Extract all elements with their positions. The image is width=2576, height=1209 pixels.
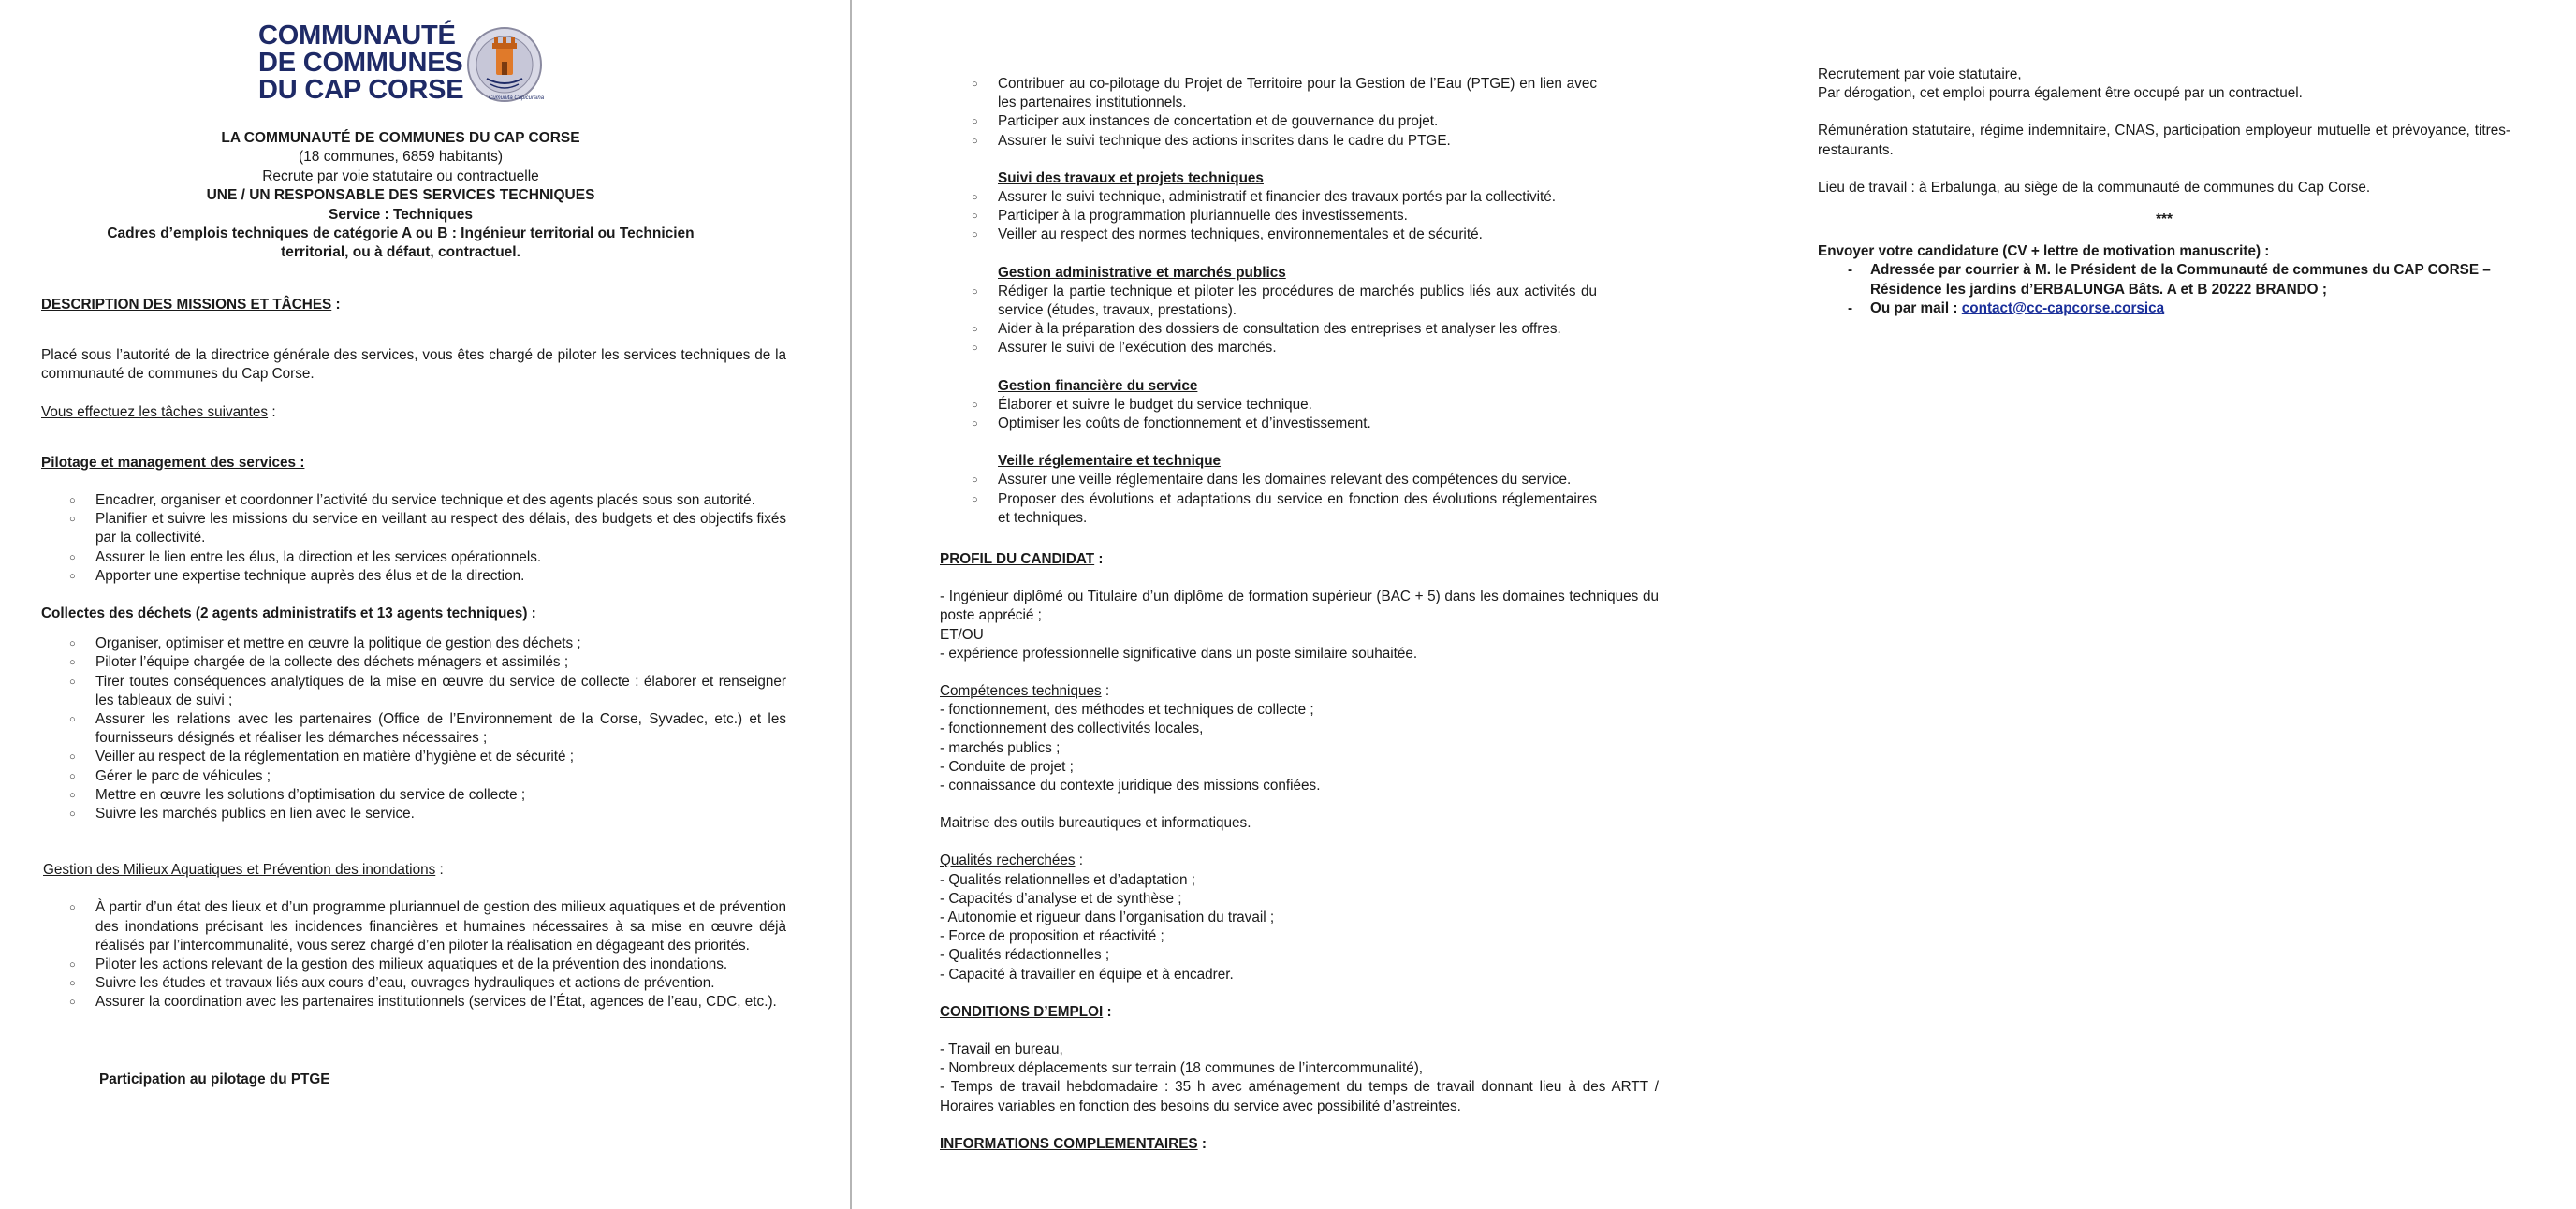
logo-text	[258, 22, 463, 104]
list-item: ○ Participer aux instances de concertation et de gouvernance du projet.	[972, 112, 1597, 131]
competences-heading: Compétences techniques :	[940, 683, 1110, 700]
qualite-item: - Qualités rédactionnelles ;	[940, 947, 1110, 964]
missions-block	[41, 296, 786, 1089]
envoyer-line: Envoyer votre candidature (CV + lettre de motivation manuscrite) :	[1818, 243, 2270, 260]
recrutement-line-2: Par dérogation, cet emploi pourra également être occupé par un contractuel.	[1818, 85, 2303, 102]
competence-item: - fonctionnement, des méthodes et techniques de collecte ;	[940, 702, 1314, 719]
intro-paragraph: Placé sous l’autorité de la directrice générale des services, vous êtes chargé de piloter les services techniques de la communauté de communes du Cap Corse.	[41, 347, 786, 383]
dechets-list	[41, 634, 786, 823]
mail-label: Ou par mail :	[1870, 299, 1962, 316]
logo-line-3: DU CAP CORSE	[258, 75, 464, 105]
list-item: ○ Assurer la coordination avec les partenaires institutionnels (services de l’État, agences de l’eau, CDC, etc.).	[41, 993, 786, 1012]
list-item: ○ Assurer une veille réglementaire dans les domaines relevant des compétences du service.	[972, 471, 1597, 489]
page-2	[852, 0, 1713, 1209]
cadres-line-1: Cadres d’emplois techniques de catégorie A ou B : Ingénieur territorial ou Technicien	[107, 226, 695, 242]
profil-line-1: - Ingénieur diplômé ou Titulaire d’un diplôme de formation supérieur (BAC + 5) dans les domaines techniques du poste apprécié ;	[940, 589, 1659, 624]
section-travaux-heading: Suivi des travaux et projets techniques	[998, 169, 1264, 186]
list-item: ○ Assurer le suivi de l’exécution des marchés.	[972, 339, 1597, 357]
condition-item: - Travail en bureau,	[940, 1041, 1063, 1058]
recruit-line: Recrute par voie statutaire ou contractuelle	[262, 168, 539, 184]
section-ptge-heading: Participation au pilotage du PTGE	[99, 1071, 330, 1087]
document-header	[56, 129, 745, 263]
col3-content	[1818, 66, 2510, 318]
candidature-list	[1818, 261, 2510, 318]
list-item: ○ Participer à la programmation pluriannuelle des investissements.	[972, 207, 1597, 226]
logo	[258, 22, 558, 112]
list-item: ○ Encadrer, organiser et coordonner l’activité du service technique et des agents placés sous son autorité.	[41, 491, 786, 510]
section-pilotage-heading: Pilotage et management des services :	[41, 454, 305, 471]
list-item: ○ Gérer le parc de véhicules ;	[41, 767, 786, 786]
seal-text: Cumunità Capicursina	[489, 95, 545, 101]
profil-heading: PROFIL DU CANDIDAT :	[940, 551, 1104, 567]
ptge-list	[972, 75, 1597, 151]
courrier-item: - Adressée par courrier à M. le Président de la Communauté de communes du CAP CORSE – Résidence les jardins d’ERBALUNGA Bâts. A et B 20222 BRANDO ;	[1818, 261, 2510, 299]
pilotage-list	[41, 491, 786, 586]
travaux-list	[972, 188, 1597, 245]
list-item: ○ Tirer toutes conséquences analytiques de la mise en œuvre du service de collecte : élaborer et renseigner les tableaux de suivi ;	[41, 673, 786, 710]
conditions-heading: CONDITIONS D’EMPLOI :	[940, 1003, 1112, 1020]
qualites-heading: Qualités recherchées :	[940, 852, 1084, 869]
position-title: UNE / UN RESPONSABLE DES SERVICES TECHNIQUES	[206, 187, 595, 204]
profil-or: ET/OU	[940, 626, 984, 643]
list-item: ○ Planifier et suivre les missions du service en veillant au respect des délais, des budgets et des objectifs fixés par la collectivité.	[41, 510, 786, 547]
cadres-line-2: territorial, ou à défaut, contractuel.	[281, 244, 520, 261]
list-item: ○ Aider à la préparation des dossiers de consultation des entreprises et analyser les offres.	[972, 320, 1597, 339]
list-item: ○ Optimiser les coûts de fonctionnement et d’investissement.	[972, 415, 1597, 433]
tasks-label: Vous effectuez les tâches suivantes :	[41, 403, 276, 420]
list-item: ○ Assurer le suivi technique, administratif et financier des travaux portés par la collectivité.	[972, 188, 1597, 207]
list-item: ○ Apporter une expertise technique auprès des élus et de la direction.	[41, 567, 786, 586]
list-item: ○ Veiller au respect de la réglementation en matière d’hygiène et de sécurité ;	[41, 748, 786, 766]
qualite-item: - Capacité à travailler en équipe et à encadrer.	[940, 966, 1234, 983]
list-item: ○ À partir d’un état des lieux et d’un programme pluriannuel de gestion des milieux aquatiques et de prévention des inondations précisant les incidences financières et humaines nécessaires à sa mise en œuvre déjà réalisés par l’intercommunalité, vous serez chargé d’en piloter la réalisation en dégageant des priorités.	[41, 898, 786, 955]
list-item: ○ Assurer le suivi technique des actions inscrites dans le cadre du PTGE.	[972, 132, 1597, 151]
competence-item: - connaissance du contexte juridique des missions confiées.	[940, 778, 1321, 794]
page-3	[1713, 0, 2576, 1209]
list-item: ○ Assurer le lien entre les élus, la direction et les services opérationnels.	[41, 548, 786, 567]
finance-list	[972, 396, 1597, 433]
list-item: ○ Organiser, optimiser et mettre en œuvre la politique de gestion des déchets ;	[41, 634, 786, 653]
lieu-line: Lieu de travail : à Erbalunga, au siège de la communauté de communes du Cap Corse.	[1818, 179, 2371, 196]
col2-lower	[940, 550, 1659, 1154]
condition-item: - Temps de travail hebdomadaire : 35 h avec aménagement du temps de travail donnant lieu à des ARTT / Horaires variables en fonction des besoins du service avec possibilité d’astreintes.	[940, 1079, 1659, 1114]
list-item: ○ Élaborer et suivre le budget du service technique.	[972, 396, 1597, 415]
gemapi-list	[41, 898, 786, 1012]
mail-link[interactable]: contact@cc-capcorse.corsica	[1961, 299, 2165, 316]
logo-line-1: COMMUNAUTÉ	[258, 21, 456, 51]
remuneration-line: Rémunération statutaire, régime indemnitaire, CNAS, participation employeur mutuelle et prévoyance, titres-restaurants.	[1818, 123, 2510, 158]
list-item: ○ Suivre les études et travaux liés aux cours d’eau, ouvrages hydrauliques et actions de prévention.	[41, 974, 786, 993]
list-item: ○ Contribuer au co-pilotage du Projet de Territoire pour la Gestion de l’Eau (PTGE) en lien avec les partenaires institutionnels.	[972, 75, 1597, 112]
competence-item: - fonctionnement des collectivités locales,	[940, 721, 1204, 737]
section-veille-heading: Veille réglementaire et technique	[998, 453, 1222, 470]
condition-item: - Nombreux déplacements sur terrain (18 communes de l’intercommunalité),	[940, 1060, 1424, 1077]
section-marches-heading: Gestion administrative et marchés publics	[998, 264, 1286, 281]
list-item: ○ Veiller au respect des normes techniques, environnementales et de sécurité.	[972, 226, 1597, 244]
mail-item	[1818, 299, 2510, 318]
informations-heading: INFORMATIONS COMPLEMENTAIRES :	[940, 1135, 1207, 1152]
list-item: ○ Rédiger la partie technique et piloter les procédures de marchés publics liés aux activités du service (études, travaux, prestations).	[972, 283, 1597, 320]
maitrise-line: Maitrise des outils bureautiques et informatiques.	[940, 815, 1251, 832]
col2-upper	[972, 75, 1597, 528]
logo-line-2: DE COMMUNES	[258, 48, 463, 78]
list-item: ○ Piloter les actions relevant de la gestion des milieux aquatiques et de la prévention des inondations.	[41, 955, 786, 974]
veille-list	[972, 471, 1597, 528]
desc-heading: DESCRIPTION DES MISSIONS ET TÂCHES :	[41, 297, 341, 313]
org-sub: (18 communes, 6859 habitants)	[299, 149, 503, 166]
qualite-item: - Autonomie et rigueur dans l’organisation du travail ;	[940, 910, 1275, 926]
list-item: ○ Mettre en œuvre les solutions d’optimisation du service de collecte ;	[41, 786, 786, 805]
section-gemapi-heading: Gestion des Milieux Aquatiques et Prévention des inondations :	[43, 862, 444, 879]
list-item: ○ Piloter l’équipe chargée de la collecte des déchets ménagers et assimilés ;	[41, 653, 786, 672]
section-dechets-heading: Collectes des déchets (2 agents administratifs et 13 agents techniques) :	[41, 605, 536, 622]
list-item: ○ Assurer les relations avec les partenaires (Office de l’Environnement de la Corse, Syvadec, etc.) et les fournisseurs désignés et réaliser les démarches nécessaires ;	[41, 710, 786, 748]
seal-icon	[466, 26, 543, 103]
separator-stars: ***	[2156, 211, 2173, 228]
org-name: LA COMMUNAUTÉ DE COMMUNES DU CAP CORSE	[221, 130, 580, 146]
page-1	[0, 0, 850, 1209]
marches-list	[972, 283, 1597, 358]
list-item: ○ Proposer des évolutions et adaptations du service en fonction des évolutions réglementaires et techniques.	[972, 490, 1597, 528]
list-item: ○ Suivre les marchés publics en lien avec le service.	[41, 805, 786, 823]
recrutement-line-1: Recrutement par voie statutaire,	[1818, 66, 2022, 82]
competence-item: - marchés publics ;	[940, 739, 1061, 756]
qualite-item: - Force de proposition et réactivité ;	[940, 928, 1164, 945]
service-line: Service : Techniques	[329, 206, 473, 223]
profil-line-2: - expérience professionnelle significative dans un poste similaire souhaitée.	[940, 645, 1418, 662]
qualite-item: - Capacités d’analyse et de synthèse ;	[940, 890, 1182, 907]
section-finance-heading: Gestion financière du service	[998, 377, 1198, 394]
competence-item: - Conduite de projet ;	[940, 758, 1074, 775]
qualite-item: - Qualités relationnelles et d’adaptation ;	[940, 871, 1195, 888]
